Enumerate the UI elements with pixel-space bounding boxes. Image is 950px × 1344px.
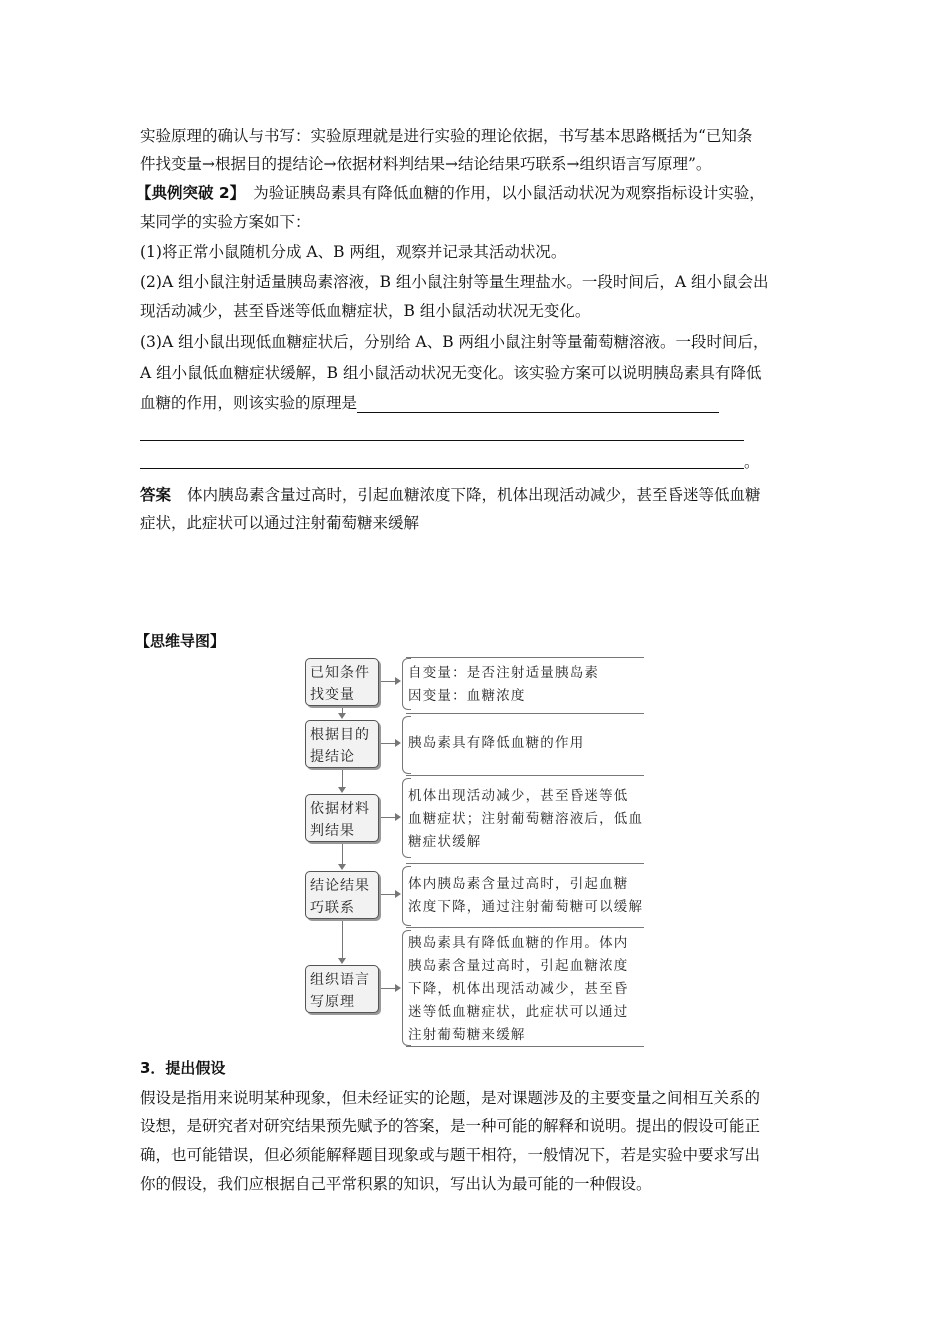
principle-line-2: 件找变量→根据目的提结论→依据材料判结果→结论结果巧联系→组织语言写原理”。 <box>140 155 712 173</box>
mindmap-box-2-line-2: 提结论 <box>310 749 355 765</box>
mindmap-text-3-line-2: 血糖症状；注射葡萄糖溶液后，低血 <box>408 811 644 827</box>
section-3-line-4: 你的假设，我们应根据自己平常积累的知识，写出认为最可能的一种假设。 <box>140 1175 652 1193</box>
mindmap-box-4 <box>305 871 379 919</box>
arrow-down-icon <box>338 713 346 719</box>
answer-blank-1[interactable] <box>357 396 719 413</box>
separator-2 <box>406 775 644 776</box>
blank-period: 。 <box>744 453 760 471</box>
answer-line-1: 体内胰岛素含量过高时，引起血糖浓度下降，机体出现活动减少，甚至昏迷等低血糖 <box>187 486 761 504</box>
mindmap-text-1 <box>408 662 599 708</box>
mindmap-box-1-line-1: 已知条件 <box>310 665 370 681</box>
arrow-down-icon <box>338 787 346 793</box>
answer-line-2: 症状，此症状可以通过注射葡萄糖来缓解 <box>140 514 420 532</box>
mindmap-box-5-line-1: 组织语言 <box>310 972 370 988</box>
connector-right-5 <box>381 988 396 989</box>
mindmap-box-1 <box>305 658 379 706</box>
mindmap-text-3 <box>408 785 643 854</box>
mindmap-box-3-line-1: 依据材料 <box>310 801 370 817</box>
mindmap-text-1-line-1: 自变量：是否注射适量胰岛素 <box>408 665 600 681</box>
example-line-2: 某同学的实验方案如下： <box>140 213 311 231</box>
arrow-right-icon <box>395 813 401 821</box>
example-tag: 【典例突破 2】 <box>136 184 246 202</box>
answer-blank-2[interactable] <box>140 440 744 441</box>
mindmap-text-4 <box>408 873 643 919</box>
mindmap-box-4-line-1: 结论结果 <box>310 878 370 894</box>
mindmap-box-3 <box>305 794 379 842</box>
mindmap-text-2 <box>408 732 584 755</box>
arrow-right-icon <box>395 677 401 685</box>
connector-right-1 <box>381 681 396 682</box>
section-3-line-3: 确，也可能错误，但必须能解释题目现象或与题干相符，一般情况下，若是实验中要求写出 <box>140 1146 761 1164</box>
example-step-2b: 现活动减少，甚至昏迷等低血糖症状，B 组小鼠活动状况无变化。 <box>140 302 591 320</box>
separator-1 <box>406 713 644 714</box>
mindmap-text-3-line-1: 机体出现活动减少，甚至昏迷等低 <box>408 788 629 804</box>
example-step-3b: A 组小鼠低血糖症状缓解，B 组小鼠活动状况无变化。该实验方案可以说明胰岛素具有降低 <box>140 364 762 382</box>
section-3-line-1: 假设是指用来说明某种现象，但未经证实的论题，是对课题涉及的主要变量之间相互关系的 <box>140 1089 761 1107</box>
mindmap-text-5-line-4: 迷等低血糖症状，此症状可以通过 <box>408 1004 629 1020</box>
arrow-right-icon <box>395 890 401 898</box>
mindmap-text-3-line-3: 糖症状缓解 <box>408 834 482 850</box>
section-3-line-2: 设想，是研究者对研究结果预先赋予的答案，是一种可能的解释和说明。提出的假设可能正 <box>140 1117 761 1135</box>
mindmap-box-4-line-2: 巧联系 <box>310 900 355 916</box>
connector-right-2 <box>381 743 396 744</box>
example-step-2a: (2)A 组小鼠注射适量胰岛素溶液，B 组小鼠注射等量生理盐水。一段时间后，A 组小鼠会出 <box>140 273 769 291</box>
mindmap-text-4-line-1: 体内胰岛素含量过高时，引起血糖 <box>408 876 629 892</box>
answer-label: 答案 <box>140 486 172 504</box>
example-first-line <box>136 183 765 203</box>
principle-line-1: 实验原理的确认与书写：实验原理就是进行实验的理论依据，书写基本思路概括为“已知条 <box>140 127 753 145</box>
mindmap-heading: 【思维导图】 <box>135 632 226 650</box>
mindmap-text-5-line-1: 胰岛素具有降低血糖的作用。体内 <box>408 935 629 951</box>
section-3-title: 3．提出假设 <box>140 1059 226 1077</box>
mindmap-box-5-line-2: 写原理 <box>310 994 355 1010</box>
mindmap-text-1-line-2: 因变量：血糖浓度 <box>408 688 526 704</box>
arrow-right-icon <box>395 984 401 992</box>
mindmap-text-4-line-2: 浓度下降，通过注射葡萄糖可以缓解 <box>408 899 644 915</box>
arrow-right-icon <box>395 739 401 747</box>
mindmap-box-1-line-2: 找变量 <box>310 687 355 703</box>
answer-blank-3[interactable] <box>140 468 744 469</box>
separator-4 <box>406 927 644 928</box>
mindmap-text-5-line-5: 注射葡萄糖来缓解 <box>408 1027 526 1043</box>
mindmap-box-3-line-2: 判结果 <box>310 823 355 839</box>
mindmap-box-2 <box>305 720 379 768</box>
mindmap-text-5-line-2: 胰岛素含量过高时，引起血糖浓度 <box>408 958 629 974</box>
separator-top <box>406 657 644 658</box>
connector-2-3 <box>342 770 343 788</box>
example-step-3c-line <box>140 393 719 413</box>
example-line-1: 为验证胰岛素具有降低血糖的作用，以小鼠活动状况为观察指标设计实验， <box>253 184 765 202</box>
connector-4-5 <box>342 921 343 959</box>
mindmap-box-5 <box>305 965 379 1013</box>
separator-3 <box>406 863 644 864</box>
answer-first-line <box>140 485 761 505</box>
example-step-1: (1)将正常小鼠随机分成 A、B 两组，观察并记录其活动状况。 <box>140 243 567 261</box>
arrow-down-icon <box>338 864 346 870</box>
example-step-3a: (3)A 组小鼠出现低血糖症状后，分别给 A、B 两组小鼠注射等量葡萄糖溶液。一段时间后， <box>140 333 769 351</box>
mindmap-text-2-line-1: 胰岛素具有降低血糖的作用 <box>408 735 585 751</box>
mindmap-box-2-line-1: 根据目的 <box>310 727 370 743</box>
mindmap-text-5-line-3: 下降，机体出现活动减少，甚至昏 <box>408 981 629 997</box>
arrow-down-icon <box>338 958 346 964</box>
connector-3-4 <box>342 844 343 865</box>
connector-right-3 <box>381 817 396 818</box>
mindmap-text-5 <box>408 932 629 1047</box>
example-step-3c: 血糖的作用，则该实验的原理是 <box>140 394 358 412</box>
connector-right-4 <box>381 894 396 895</box>
